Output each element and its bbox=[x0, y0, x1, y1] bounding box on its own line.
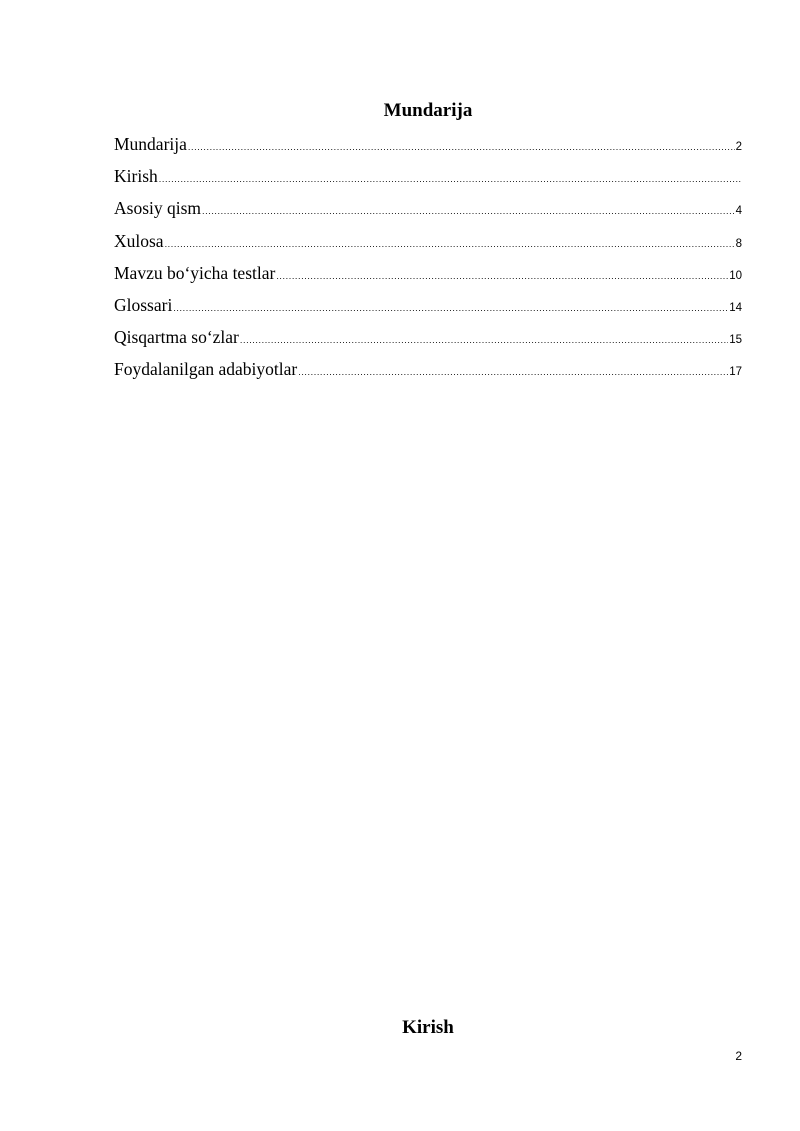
table-of-contents bbox=[114, 128, 742, 386]
toc-dot-leader bbox=[276, 260, 728, 292]
toc-entry-label[interactable]: Mundarija bbox=[114, 134, 187, 154]
toc-entry-page: 15 bbox=[729, 334, 742, 347]
toc-entry-page: 17 bbox=[729, 366, 742, 379]
page-number: 2 bbox=[735, 1049, 742, 1063]
toc-entry-qisqartma-sozlar[interactable] bbox=[114, 321, 742, 353]
toc-entry-page: 4 bbox=[735, 205, 742, 218]
toc-dot-leader bbox=[188, 131, 735, 163]
toc-dot-leader bbox=[173, 292, 728, 324]
toc-entry-label[interactable]: Asosiy qism bbox=[114, 198, 202, 219]
toc-entry-asosiy-qism[interactable] bbox=[114, 192, 742, 224]
toc-entry-page: 8 bbox=[735, 237, 742, 250]
toc-title: Mundarija bbox=[383, 100, 473, 121]
toc-entry-mavzu-boyicha-testlar[interactable] bbox=[114, 257, 742, 289]
toc-entry-label[interactable]: Foydalanilgan adabiyotlar bbox=[114, 359, 298, 380]
toc-entry-label[interactable]: Kirish bbox=[114, 166, 158, 187]
toc-dot-leader bbox=[165, 228, 735, 260]
toc-entry-page: 14 bbox=[729, 301, 742, 314]
toc-entry-foydalanilgan-adabiyotlar[interactable] bbox=[114, 353, 742, 385]
toc-dot-leader bbox=[159, 163, 741, 195]
toc-entry-label[interactable]: Mavzu bo‘yicha testlar bbox=[114, 262, 276, 283]
toc-dot-leader bbox=[298, 356, 728, 388]
toc-entry-kirish[interactable] bbox=[114, 160, 742, 192]
toc-dot-leader bbox=[202, 195, 735, 227]
toc-entry-mundarija[interactable] bbox=[114, 128, 742, 160]
toc-entry-glossari[interactable] bbox=[114, 289, 742, 321]
toc-entry-xulosa[interactable] bbox=[114, 225, 742, 257]
section-heading-kirish: Kirish bbox=[402, 1017, 454, 1038]
toc-entry-label[interactable]: Qisqartma so‘zlar bbox=[114, 327, 239, 348]
toc-dot-leader bbox=[240, 324, 728, 356]
toc-entry-label[interactable]: Xulosa bbox=[114, 230, 164, 251]
toc-entry-page: 2 bbox=[735, 141, 742, 153]
toc-entry-label[interactable]: Glossari bbox=[114, 294, 173, 315]
toc-entry-page: 10 bbox=[729, 269, 742, 282]
